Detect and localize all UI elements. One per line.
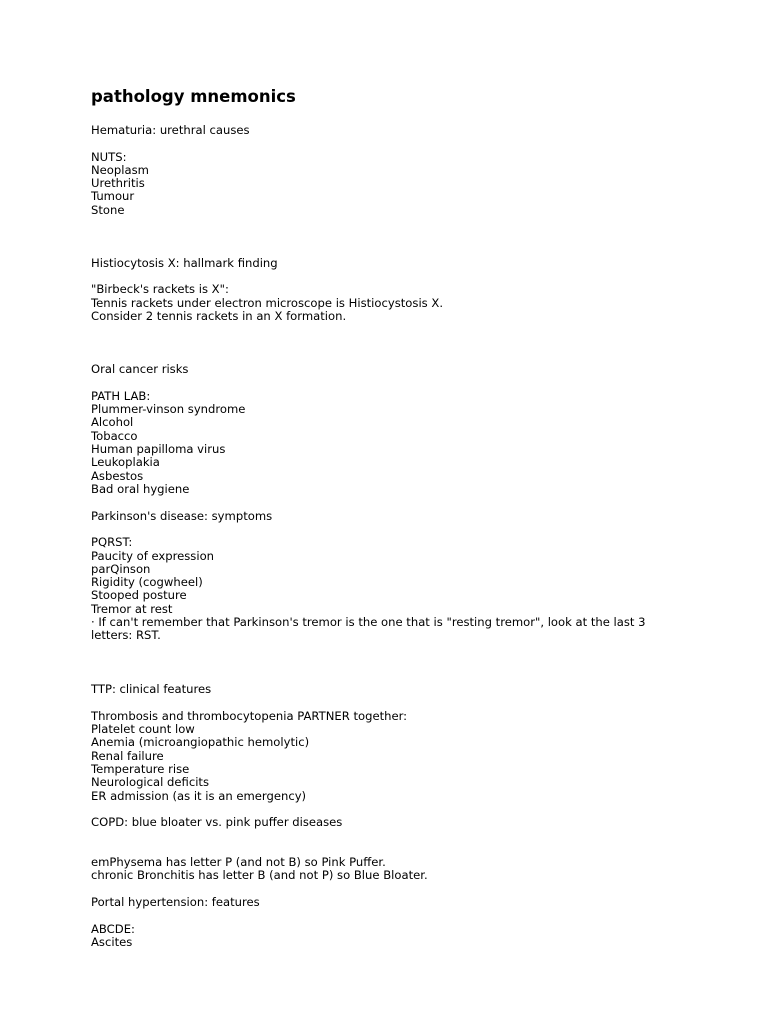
section-heading: Oral cancer risks	[91, 362, 189, 376]
list-item: Asbestos	[91, 469, 144, 483]
text-line: chronic Bronchitis has letter B (and not P) so Blue Bloater.	[91, 868, 428, 882]
list-item: Human papilloma virus	[91, 442, 226, 456]
list-item: Platelet count low	[91, 722, 195, 736]
list-item: Tumour	[91, 189, 135, 203]
mnemonic-label: PQRST:	[91, 535, 133, 549]
list-item: parQinson	[91, 562, 151, 576]
mnemonic-label: Thrombosis and thrombocytopenia PARTNER together:	[91, 709, 408, 723]
section-heading: Hematuria: urethral causes	[91, 123, 250, 137]
section-heading: COPD: blue bloater vs. pink puffer diseases	[91, 815, 343, 829]
text-line: emPhysema has letter P (and not B) so Pink Puffer.	[91, 855, 386, 869]
list-item: Rigidity (cogwheel)	[91, 575, 203, 589]
list-item: Renal failure	[91, 749, 164, 763]
section-heading: Portal hypertension: features	[91, 895, 260, 909]
list-item: ER admission (as it is an emergency)	[91, 789, 307, 803]
list-item: Paucity of expression	[91, 549, 215, 563]
list-item: Tobacco	[91, 429, 138, 443]
list-item: Neurological deficits	[91, 775, 210, 789]
list-item: Temperature rise	[91, 762, 190, 776]
list-item: Alcohol	[91, 415, 134, 429]
list-item: Anemia (microangiopathic hemolytic)	[91, 735, 310, 749]
list-item: Bad oral hygiene	[91, 482, 190, 496]
list-item: Stone	[91, 203, 125, 217]
list-item: Plummer-vinson syndrome	[91, 402, 246, 416]
text-line: Consider 2 tennis rackets in an X formation.	[91, 309, 347, 323]
list-item: Ascites	[91, 935, 133, 949]
list-item: Leukoplakia	[91, 455, 160, 469]
document-title: pathology mnemonics	[91, 87, 296, 106]
list-item: Urethritis	[91, 176, 145, 190]
mnemonic-label: "Birbeck's rackets is X":	[91, 282, 229, 296]
section-heading: Histiocytosis X: hallmark finding	[91, 256, 278, 270]
mnemonic-label: NUTS:	[91, 150, 127, 164]
note-text: · If can't remember that Parkinson's tremor is the one that is "resting tremor", look at the last 3 letters: RST.	[91, 615, 646, 643]
section-heading: Parkinson's disease: symptoms	[91, 509, 273, 523]
text-line: Tennis rackets under electron microscope is Histiocystosis X.	[91, 296, 444, 310]
mnemonic-label: PATH LAB:	[91, 389, 151, 403]
list-item: Stooped posture	[91, 588, 187, 602]
mnemonic-label: ABCDE:	[91, 922, 135, 936]
list-item: Neoplasm	[91, 163, 149, 177]
section-heading: TTP: clinical features	[91, 682, 212, 696]
list-item: Tremor at rest	[91, 602, 173, 616]
